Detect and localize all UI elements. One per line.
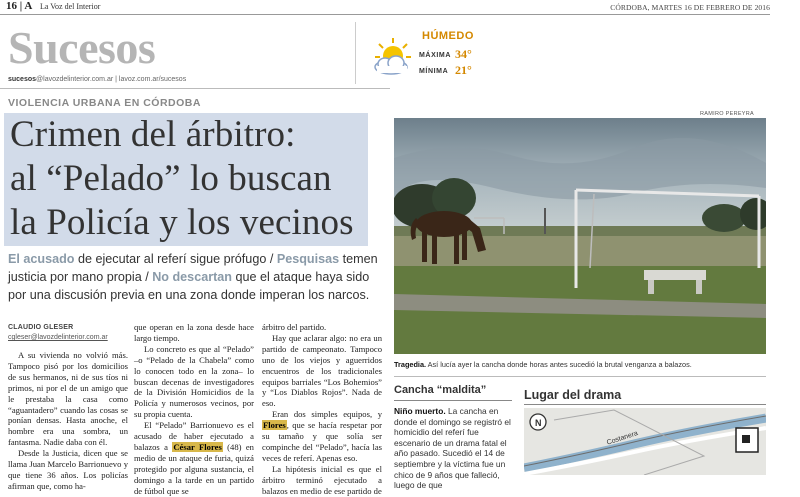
- body-text: El “Pelado” Barrionuevo es el acusado de haber ejecutado a balazos a: [134, 420, 254, 452]
- subhead: [8, 250, 388, 304]
- weather-min-value: 21°: [455, 63, 472, 77]
- body-paragraph: A su vivienda no volvió más. Tampoco pisó por los domicilios de sus hermanos, ni de sus tíos ni primos, ni por el de un amigo que le prestaba la casa como “aguantadero” cuando las cosas se ponían densas. Hasta anoche, el hombre era una sombra, un fantasma. Nadie daba con él.: [8, 350, 128, 448]
- photo-caption: [394, 360, 766, 369]
- section-links: sucesos@lavozdelinterior.com.ar | lavoz.com.ar/sucesos: [8, 76, 187, 83]
- caption-lead: Tragedia.: [394, 360, 427, 369]
- sun-cloud-icon: [371, 36, 413, 76]
- body-paragraph: árbitro del partido.: [262, 322, 327, 332]
- byline: CLAUDIO GLESER: [8, 324, 74, 331]
- subhead-lead-3: No descartan: [152, 270, 232, 284]
- highlighted-name: César Flores: [173, 441, 222, 452]
- body-column-1: [8, 350, 128, 492]
- sidebar-title: Cancha “maldita”: [394, 384, 487, 396]
- section-url[interactable]: lavoz.com.ar/sucesos: [118, 76, 187, 83]
- location-map: [524, 408, 766, 475]
- sidebar-lead: Niño muerto.: [394, 406, 446, 416]
- body-text: (48) en medio de un ataque de furia, quizá protegido por alguna sustancia, el domingo a la tarde en un partido de fútbol que se: [134, 441, 254, 496]
- photo-credit: RAMIRO PEREYRA: [700, 111, 755, 117]
- subhead-text-1: de ejecutar al referí sigue prófugo /: [74, 252, 277, 266]
- body-column-3: [262, 322, 382, 497]
- body-paragraph: que operan en la zona desde hace largo tiempo.: [134, 322, 254, 343]
- header-rule: [0, 88, 390, 89]
- body-paragraph: [134, 420, 254, 496]
- map-title: Lugar del drama: [524, 388, 622, 402]
- body-paragraph: Lo concreto es que al “Pelado” –o “Pelado de la Chabela” como lo conocen todo en la zona– lo buscan decenas de investigadores de la División Homicidios de la Policía y numerosos vecinos, por su propia cuenta.: [134, 343, 254, 420]
- caption-text: Así lucía ayer la cancha donde horas antes sucedió la brutal venganza a balazos.: [426, 360, 692, 369]
- body-paragraph: La hipótesis inicial es que el árbitro terminó ejecutado a balazos en medio de ese partido de: [262, 463, 382, 496]
- page-number: 16 | A: [6, 0, 33, 12]
- subhead-text-2: temen justicia por mano propia /: [8, 252, 378, 284]
- highlighted-name: Flores: [263, 420, 286, 431]
- map-rule: [524, 404, 766, 405]
- top-rule: [0, 14, 770, 15]
- body-paragraph: Desde la Justicia, dicen que se llama Juan Marcelo Barrionuevo y que tiene 36 años. Los policías afirman que, como ha-: [8, 448, 128, 491]
- body-paragraph: Hay que aclarar algo: no era un partido de campeonato. Tampoco uno de los viejos y aguerridos encuentros de los tradicionales equipos barriales “Los Bohemios” y “Los Diablos Rojos”. Nada de eso.: [262, 332, 382, 409]
- weather-min-label: MÍNIMA: [419, 68, 449, 75]
- section-email-user[interactable]: sucesos: [8, 76, 37, 83]
- map-road-label: Costanera: [606, 430, 639, 447]
- field-photo: [394, 118, 766, 354]
- headline-line-1: Crimen del árbitro:: [10, 114, 296, 155]
- sidebar-rule: [394, 400, 512, 401]
- dateline: CÓRDOBA, MARTES 16 DE FEBRERO DE 2016: [610, 3, 770, 12]
- headline-line-2: al “Pelado” lo buscan: [10, 158, 332, 199]
- newspaper-name: La Voz del Interior: [40, 2, 101, 11]
- caption-rule: [394, 376, 766, 377]
- subhead-lead-1: El acusado: [8, 252, 75, 266]
- weather-state: HÚMEDO: [422, 30, 474, 42]
- headline-line-3: la Policía y los vecinos: [10, 202, 354, 243]
- section-title: Sucesos: [8, 22, 156, 73]
- subhead-text-3: que el ataque haya sido por una discusión previa en una zona donde imperan los narcos.: [8, 270, 370, 302]
- kicker: VIOLENCIA URBANA EN CÓRDOBA: [8, 97, 201, 109]
- weather-divider: [355, 22, 356, 84]
- weather-max-label: MÁXIMA: [419, 52, 451, 59]
- weather-max-value: 34°: [455, 47, 472, 61]
- body-paragraph: [262, 409, 382, 464]
- subhead-lead-2: Pesquisas: [276, 252, 340, 266]
- body-text: , que se hacía respetar por su tamaño y que solía ser compinche del “Pelado”, hacía las veces de referí. Apenas eso.: [262, 420, 382, 463]
- svg-text:N: N: [535, 418, 542, 428]
- section-email-domain[interactable]: @lavozdelinterior.com.ar: [36, 76, 114, 83]
- sidebar-text: [394, 406, 512, 491]
- sidebar-body: La cancha en donde el domingo se registró el homicidio del referí fue escenario de un drama fatal el año pasado. Sucedió el 14 de septiembre y la víctima fue un chico de 9 años que falleció, luego de que: [394, 406, 511, 491]
- body-column-2: [134, 322, 254, 497]
- body-text: Eran dos simples equipos, y: [272, 409, 382, 420]
- byline-email-link[interactable]: cgleser@lavozdelinterior.com.ar: [8, 334, 108, 341]
